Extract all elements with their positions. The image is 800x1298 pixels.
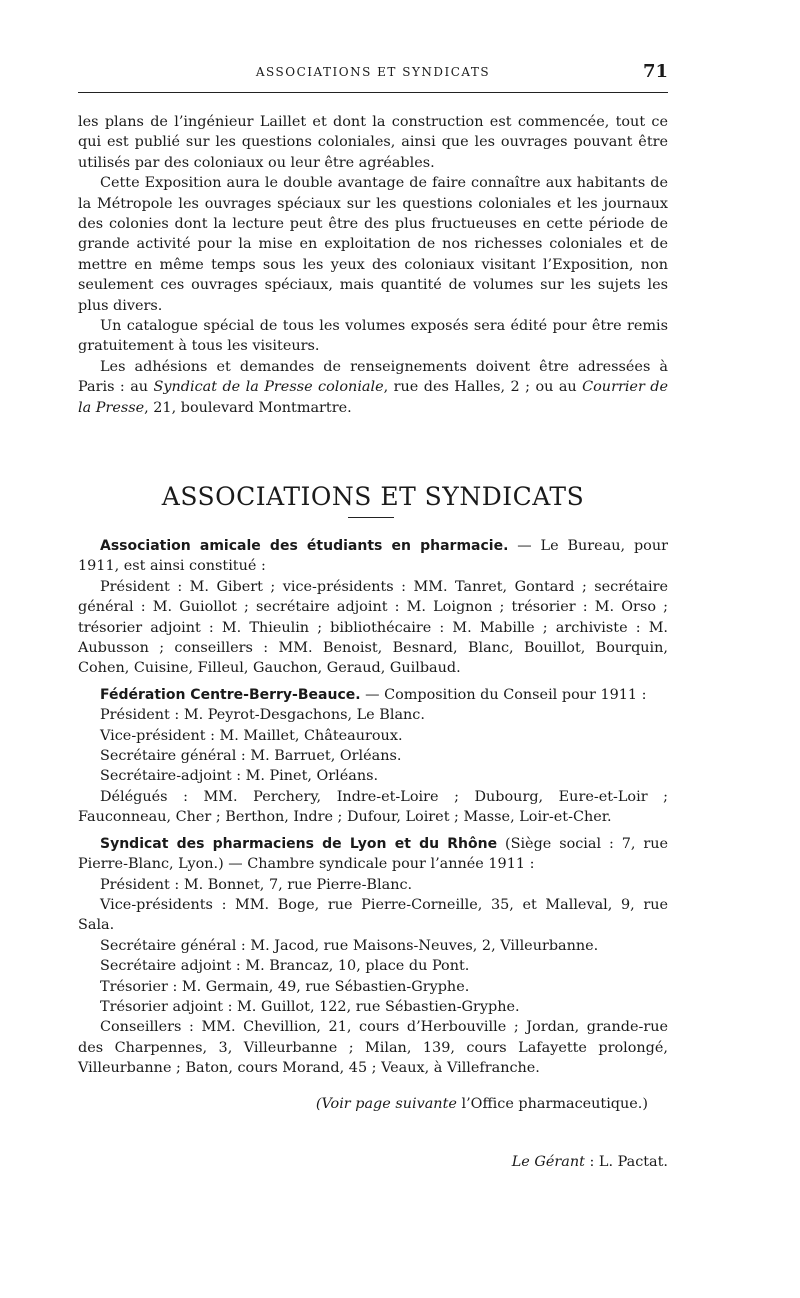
assoc1-name: Association amicale des étudiants en pharmacie. <box>100 538 509 554</box>
intro-text <box>78 112 668 418</box>
intro-paragraph-1: les plans de l’ingénieur Laillet et dont la construction est commencée, tout ce qui est publié sur les questions coloniales, ainsi que les ouvrages pouvant être utilisés par des coloniaux ou leur être agréables. <box>78 114 668 171</box>
assoc3-line: Trésorier : M. Germain, 49, rue Sébastien-Gryphe. <box>100 978 470 995</box>
assoc2-line: Président : M. Peyrot-Desgachons, Le Blanc. <box>100 707 425 724</box>
section-title: ASSOCIATIONS ET SYNDICATS <box>161 482 585 511</box>
p4-part-c: , rue des Halles, 2 ; ou au <box>383 379 583 396</box>
assoc3-line: Vice-présidents : MM. Boge, rue Pierre-Corneille, 35, et Malleval, 9, rue Sala. <box>78 896 668 934</box>
assoc3-intro-text: (Siège social : 7, rue Pierre-Blanc, Lyon.) — Chambre syndicale pour l’année 1911 : <box>78 835 669 873</box>
p4-part-e: , 21, boulevard Montmartre. <box>144 399 352 416</box>
assoc3-line: Conseillers : MM. Chevillion, 21, cours d’Herbouville ; Jordan, grande-rue des Charpennes, 3, Villeurbanne ; Milan, 139, cours Lafayette prolongé, Villeurbanne ; Baton, cours Morand, 45 ; Veaux, à Villefranche. <box>78 1019 668 1077</box>
continuation-note <box>78 1096 648 1112</box>
continuation-note-italic: (Voir page suivante <box>315 1096 457 1112</box>
assoc2-intro <box>78 685 668 705</box>
continuation-note-rest: l’Office pharmaceutique.) <box>456 1096 648 1112</box>
p4-part-a: Les adhésions et demandes de renseignements doivent être adressées à Paris : au <box>78 358 668 396</box>
gerant-signature <box>78 1154 668 1170</box>
gerant-label: Le Gérant <box>511 1154 585 1170</box>
assoc3-name: Syndicat des pharmaciens de Lyon et du Rhône <box>100 835 498 852</box>
intro-paragraph-4 <box>78 357 668 418</box>
assoc2-name: Fédération Centre-Berry-Beauce. <box>100 686 361 703</box>
page-number: 71 <box>642 61 668 82</box>
assoc3-line: Président : M. Bonnet, 7, rue Pierre-Blanc. <box>100 876 413 893</box>
running-title: ASSOCIATIONS ET SYNDICATS <box>255 65 491 79</box>
header-rule <box>78 92 668 93</box>
syndicat-presse-coloniale: Syndicat de la Presse coloniale <box>153 379 384 396</box>
assoc2-intro-text: — Composition du Conseil pour 1911 : <box>360 686 647 703</box>
associations-list <box>78 536 668 1079</box>
section-rule <box>348 517 394 518</box>
assoc3-line: Trésorier adjoint : M. Guillot, 122, rue Sébastien-Gryphe. <box>100 998 520 1015</box>
intro-paragraph-2: Cette Exposition aura le double avantage de faire connaître aux habitants de la Métropole les ouvrages spéciaux sur les questions coloniales et les journaux des colonies dont la lecture peut être des plus fructueuses en cette période de grande activité pour la mise en exploitation de nos richesses coloniales et de mettre en même temps sous les yeux des coloniaux visitant l’Exposition, non seulement ces ouvrages spéciaux, mais quantité de volumes sur les sujets les plus divers. <box>78 175 668 314</box>
courrier-de-la-presse: Courrier de la Presse <box>78 379 668 416</box>
assoc2-line: Vice-président : M. Maillet, Châteauroux. <box>100 727 403 744</box>
assoc2-line: Délégués : MM. Perchery, Indre-et-Loire ; Dubourg, Eure-et-Loir ; Fauconneau, Cher ; Berthon, Indre ; Dufour, Loiret ; Masse, Loir-et-Cher. <box>78 788 668 826</box>
running-head <box>78 62 668 84</box>
assoc1-intro-text: — Le Bureau, pour 1911, est ainsi constitué : <box>78 538 668 575</box>
assoc1-intro <box>78 536 668 577</box>
assoc3-intro <box>78 834 668 875</box>
assoc3-line: Secrétaire adjoint : M. Brancaz, 10, place du Pont. <box>100 958 470 975</box>
assoc2-line: Secrétaire-adjoint : M. Pinet, Orléans. <box>100 768 379 785</box>
intro-paragraph-3: Un catalogue spécial de tous les volumes exposés sera édité pour être remis gratuitement à tous les visiteurs. <box>78 318 668 355</box>
assoc1-body: Président : M. Gibert ; vice-présidents : MM. Tanret, Gontard ; secrétaire général : M. Guiollot ; secrétaire adjoint : M. Loignon ; trésorier : M. Orso ; trésorier adjoint : M. Thieulin ; bibliothécaire : M. Mabille ; archiviste : M. Aubusson ; conseillers : MM. Benoist, Besnard, Blanc, Bouillot, Bourquin, Cohen, Cuisine, Filleul, Gauchon, Geraud, Guilbaud. <box>78 578 668 677</box>
gerant-name: : L. Pactat. <box>584 1154 668 1170</box>
assoc2-line: Secrétaire général : M. Barruet, Orléans. <box>100 748 402 765</box>
assoc3-line: Secrétaire général : M. Jacod, rue Maisons-Neuves, 2, Villeurbanne. <box>100 937 599 954</box>
